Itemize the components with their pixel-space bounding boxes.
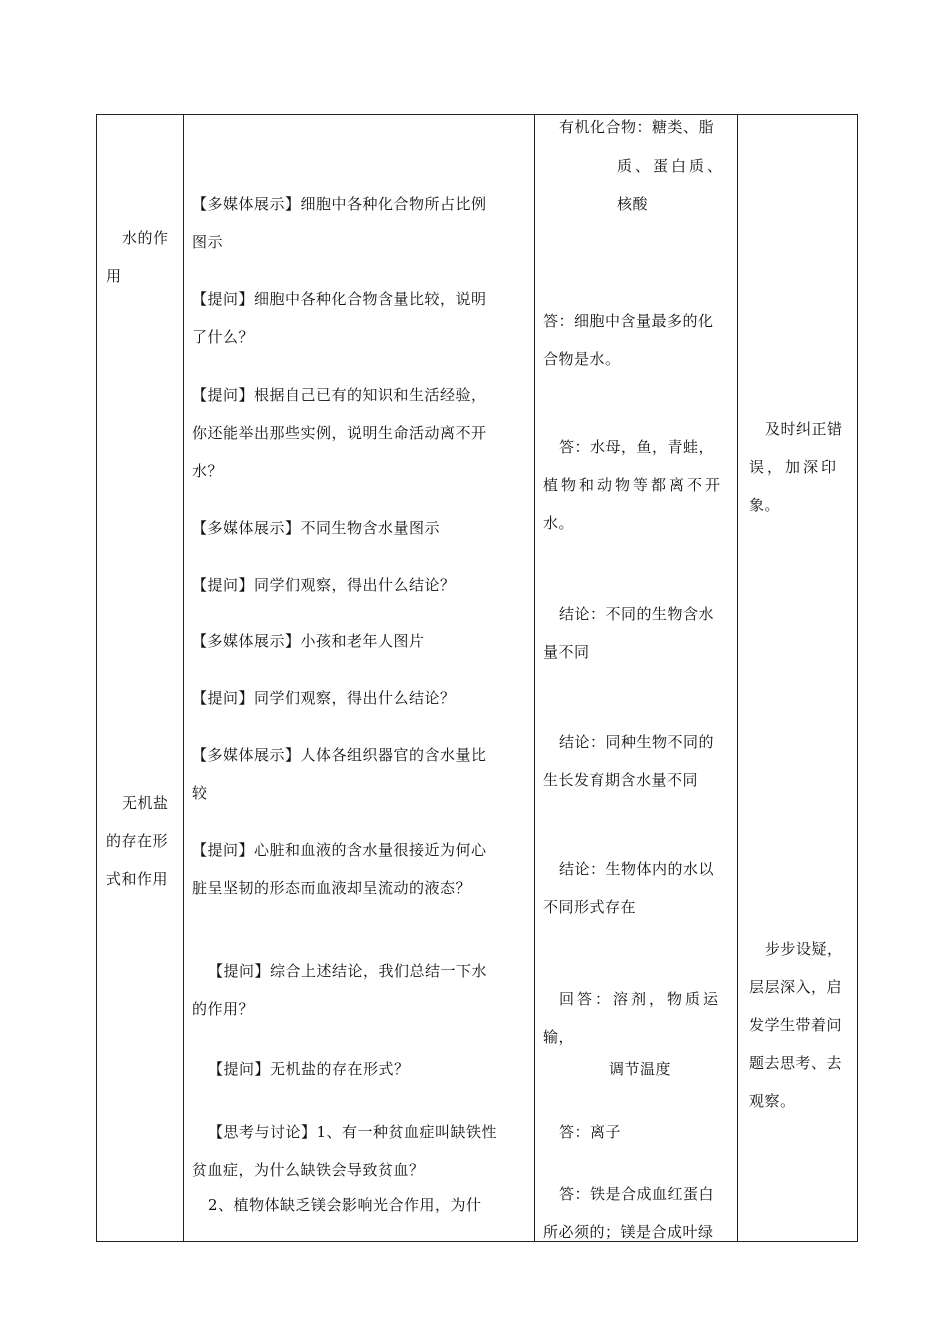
answer-line: 结论：生物体内的水以 [559,860,715,878]
activity-line: 2、植物体缺乏镁会影响光合作用，为什 [208,1196,482,1214]
note-line: 题去思考、去 [749,1054,843,1072]
activity-line: 的作用？ [192,1000,255,1018]
answer-line: 量不同 [543,643,590,661]
activity-line: 【提问】心脏和血液的含水量很接近为何心 [192,841,487,859]
activity-line: 脏呈坚韧的形态而血液却呈流动的液态？ [192,879,472,897]
note-line: 象。 [749,496,781,514]
activity-line: 【提问】同学们观察，得出什么结论？ [192,576,456,594]
activity-line: 【提问】同学们观察，得出什么结论？ [192,689,456,707]
topic-water-line: 水的作 [122,229,169,247]
answer-line: 答：细胞中含量最多的化 [543,312,714,330]
activity-line: 【多媒体展示】细胞中各种化合物所占比例 [192,195,487,213]
activity-line: 了什么？ [192,328,255,346]
column-divider [737,115,738,1241]
column-divider [534,115,535,1241]
activity-line: 【思考与讨论】1、有一种贫血症叫缺铁性 [208,1123,498,1141]
topic-salt-line: 式和作用 [106,870,169,888]
activity-line: 【提问】细胞中各种化合物含量比较，说明 [192,290,487,308]
answer-line: 结论：同种生物不同的 [559,733,715,751]
topic-water-line: 用 [106,267,122,285]
answer-line: 质、蛋白质、 [617,157,726,175]
answer-line: 核酸 [617,195,649,213]
topic-salt-line: 的存在形 [106,832,169,850]
note-line: 观察。 [749,1092,796,1110]
answer-line: 答：水母，鱼，青蛙， [559,438,715,456]
answer-line: 调节温度 [609,1060,672,1078]
activity-line: 【多媒体展示】人体各组织器官的含水量比 [192,746,487,764]
answer-line: 输， [543,1028,575,1046]
activity-line: 【提问】无机盐的存在形式？ [208,1060,410,1078]
activity-line: 贫血症，为什么缺铁会导致贫血？ [192,1161,425,1179]
note-line: 及时纠正错 [765,420,843,438]
activity-line: 水？ [192,462,224,480]
answer-line: 答：铁是合成血红蛋白 [559,1185,715,1203]
activity-line: 【多媒体展示】不同生物含水量图示 [192,519,441,537]
activity-line: 【提问】综合上述结论，我们总结一下水 [208,962,488,980]
note-line: 误，加深印 [749,458,840,476]
answer-line: 生长发育期含水量不同 [543,771,699,789]
answer-line: 答：离子 [559,1123,622,1141]
note-line: 步步设疑， [765,940,843,958]
answer-line: 所必须的；镁是合成叶绿 [543,1223,714,1241]
answer-line: 回答：溶剂，物质运 [559,990,722,1008]
activity-line: 你还能举出那些实例，说明生命活动离不开 [192,424,487,442]
answer-line: 有机化合物：糖类、脂 [559,118,715,136]
topic-salt-line: 无机盐 [122,794,169,812]
answer-line: 结论：不同的生物含水 [559,605,715,623]
answer-line: 植物和动物等都离不开 [543,476,724,494]
activity-line: 【多媒体展示】小孩和老年人图片 [192,632,425,650]
column-divider [183,115,184,1241]
note-line: 层层深入，启 [749,978,843,996]
activity-line: 图示 [192,233,224,251]
answer-line: 水。 [543,514,575,532]
answer-line: 合物是水。 [543,350,621,368]
activity-line: 【提问】根据自己已有的知识和生活经验， [192,386,487,404]
answer-line: 不同形式存在 [543,898,637,916]
activity-line: 较 [192,784,208,802]
note-line: 发学生带着问 [749,1016,843,1034]
